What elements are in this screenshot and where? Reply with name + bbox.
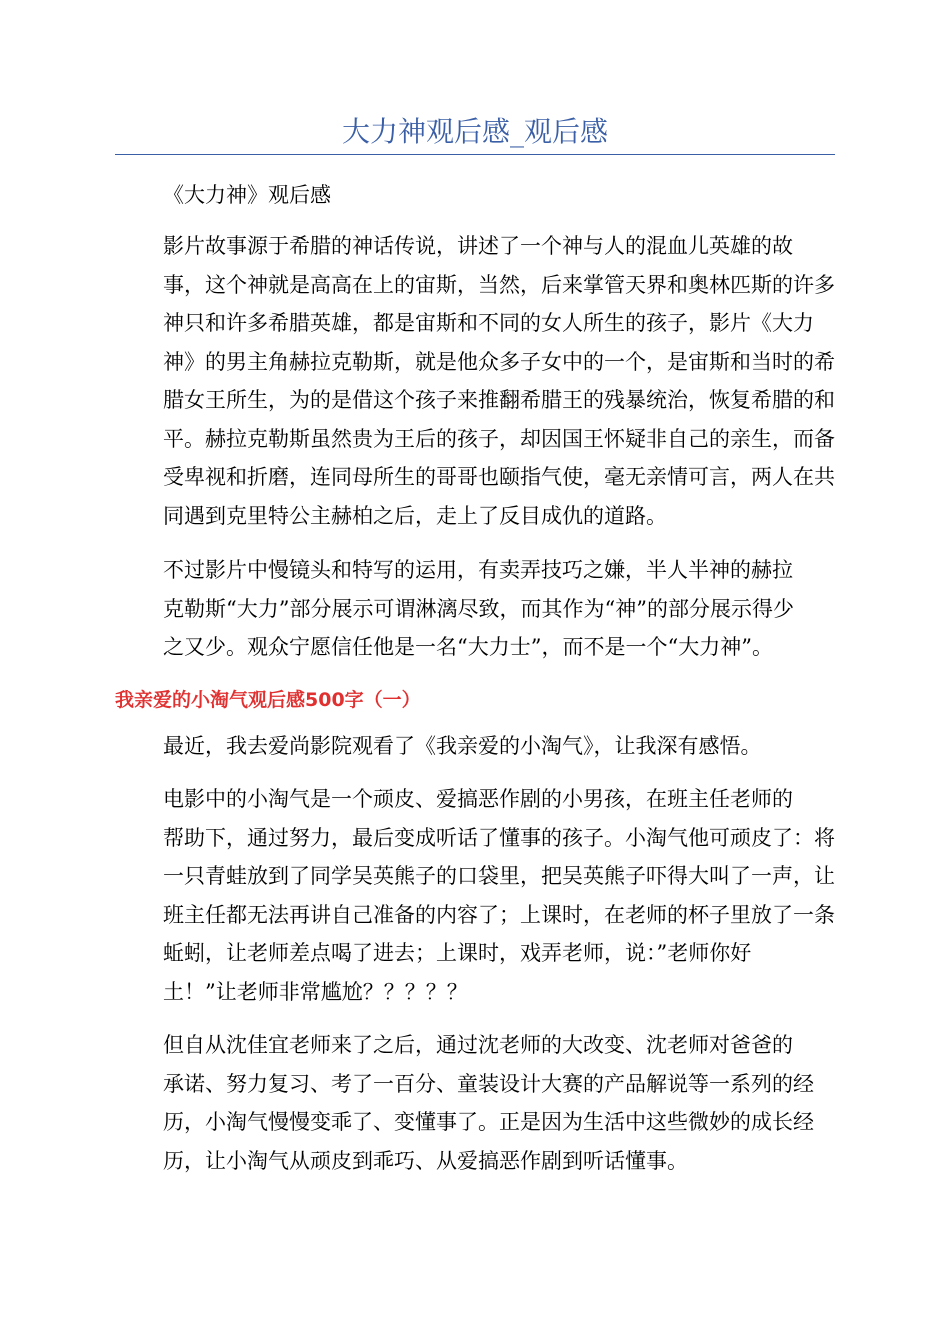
text-line: 神只和许多希腊英雄，都是宙斯和不同的女人所生的孩子，影片《大力 [163,311,814,335]
text-line: 之又少。观众宁愿信任他是一名“大力士”，而不是一个“大力神”。 [163,635,773,659]
text-line: 土！”让老师非常尴尬？？？？？ [163,979,468,1004]
section-heading: 我亲爱的小淘气观后感500字（一） [115,689,421,711]
text-line: 历，小淘气慢慢变乖了、变懂事了。正是因为生活中这些微妙的成长经 [163,1110,814,1134]
text-line: 平。赫拉克勒斯虽然贵为王后的孩子，却因国王怀疑非自己的亲生，而备 [163,426,835,451]
subtitle: 《大力神》观后感 [163,183,331,207]
text-line: 最近，我去爱尚影院观看了《我亲爱的小淘气》，让我深有感悟。 [163,734,762,758]
text-line: 腊女王所生，为的是借这个孩子来推翻希腊王的残暴统治，恢复希腊的和 [163,388,835,412]
text-line: 事，这个神就是高高在上的宙斯，当然，后来掌管天界和奥林匹斯的许多 [163,272,835,297]
text-line: 帮助下，通过努力，最后变成听话了懂事的孩子。小淘气他可顽皮了：将 [163,825,835,850]
text-line: 神》的男主角赫拉克勒斯，就是他众多子女中的一个，是宙斯和当时的希 [163,349,835,374]
paragraph-2 [115,551,835,667]
text-line: 影片故事源于希腊的神话传说，讲述了一个神与人的混血儿英雄的故 [163,234,793,258]
text-line: 电影中的小淘气是一个顽皮、爱搞恶作剧的小男孩，在班主任老师的 [163,787,793,811]
text-line: 但自从沈佳宜老师来了之后，通过沈老师的大改变、沈老师对爸爸的 [163,1033,793,1057]
title-underline [115,154,835,155]
paragraph-4 [115,780,835,1011]
text-line: 蚯蚓，让老师差点喝了进去；上课时，戏弄老师，说：”老师你好 [163,941,752,965]
text-line: 同遇到克里特公主赫柏之后，走上了反目成仇的道路。 [163,503,667,528]
paragraph-3 [115,727,835,766]
text-line: 承诺、努力复习、考了一百分、童装设计大赛的产品解说等一系列的经 [163,1071,814,1096]
paragraph-5 [115,1026,835,1180]
text-line: 历，让小淘气从顽皮到乖巧、从爱搞恶作剧到听话懂事。 [163,1148,688,1173]
text-line: 一只青蛙放到了同学吴英熊子的口袋里，把吴英熊子吓得大叫了一声，让 [163,864,835,888]
text-line: 不过影片中慢镜头和特写的运用，有卖弄技巧之嫌，半人半神的赫拉 [163,558,793,582]
document-title: 大力神观后感_观后感 [341,115,608,148]
text-line: 受卑视和折磨，连同母所生的哥哥也颐指气使，毫无亲情可言，两人在共 [163,465,835,489]
paragraph-1 [115,227,835,535]
text-line: 班主任都无法再讲自己准备的内容了；上课时，在老师的杯子里放了一条 [163,902,835,927]
text-line: 克勒斯“大力”部分展示可谓淋漓尽致，而其作为“神”的部分展示得少 [163,596,794,621]
